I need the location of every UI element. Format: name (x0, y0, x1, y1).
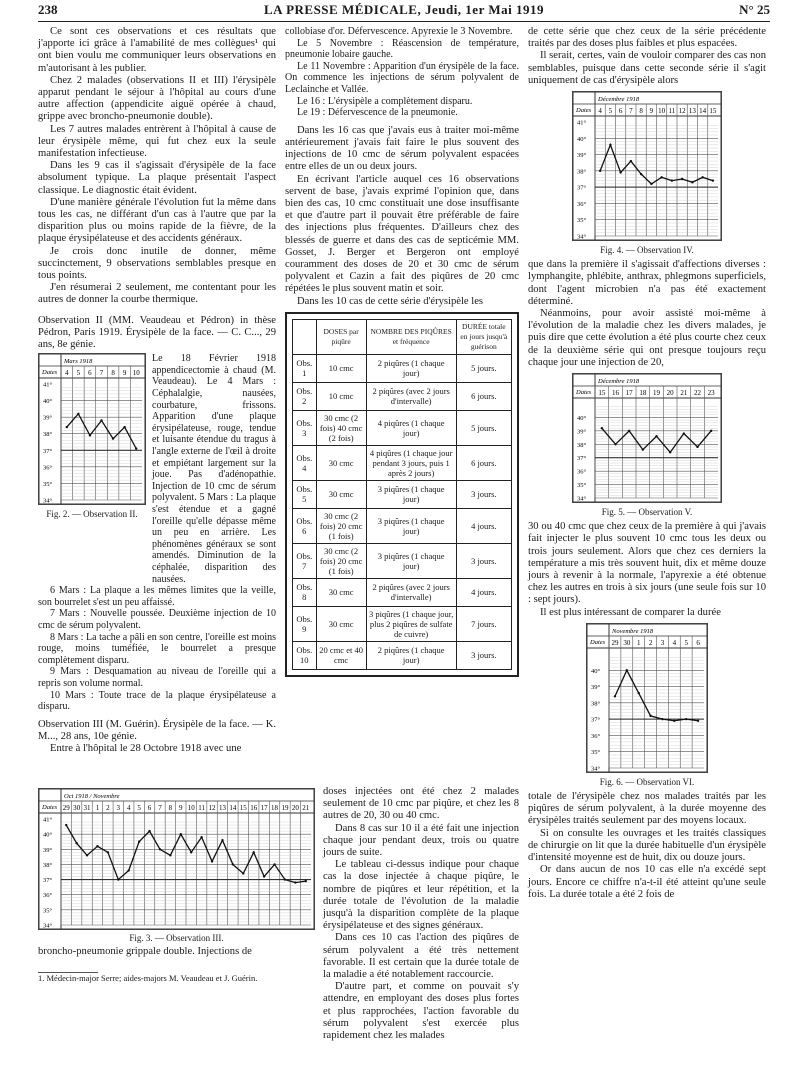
tick-label: 38° (43, 431, 53, 439)
tick-label: 35° (43, 907, 53, 915)
tick-label: 10 (658, 107, 666, 116)
data-point (294, 881, 296, 883)
treatment-table (292, 319, 512, 670)
data-point (599, 170, 601, 172)
observation-3-heading: Observation III (M. Guérin). Érysipèle de la face. — K. M..., 28 ans, 10e génie. (38, 718, 276, 742)
data-point (284, 878, 286, 880)
table-cell: 30 cmc (316, 606, 366, 641)
tick-label: 37° (591, 716, 601, 724)
table-row (293, 508, 512, 543)
table-cell: 5 jours. (456, 410, 511, 445)
paragraph: 9 Mars : Desquamation au niveau de l'oreille qui a repris son volume normal. (38, 666, 276, 689)
paragraph: Néanmoins, pour avoir assisté moi-même à l'évolution de la maladie chez les divers malades, je puis dire que cette évolution a été plus courte chez ceux de la deuxième série qui ont presque toujours reçu chaque jour une injection de 20, (528, 308, 766, 368)
data-point (232, 863, 234, 865)
data-point (159, 848, 161, 850)
month-label: Décembre 1918 (598, 96, 640, 104)
tick-label: 14 (699, 107, 707, 116)
data-point (637, 692, 639, 694)
paragraph: que dans la première il s'agissait d'affections diverses : lymphangite, phlébite, anthrax, phlegmons superficiels, dont l'agent microbien n'a pas été exactement déterminé. (528, 259, 766, 307)
paragraph: Le 5 Novembre : Réascension de température, pneumonie lobaire gauche. (285, 37, 519, 61)
paragraph: Si on consulte les ouvrages et les traités classiques de chirurgie on lit que la durée habituelle d'un érysipèle d'intensité moyenne est de huit, dix ou douze jours. (528, 827, 766, 864)
tick-label: 6 (618, 107, 623, 116)
tick-label: 4 (598, 107, 602, 116)
tick-label: 40° (577, 135, 587, 143)
data-point (190, 851, 192, 853)
data-point (661, 718, 663, 720)
data-point (86, 854, 88, 856)
tick-label: 5 (76, 369, 81, 378)
table-row (293, 382, 512, 410)
tick-label: 6 (147, 804, 152, 812)
data-point (200, 836, 202, 838)
figure-3-block (38, 788, 315, 983)
tick-label: 11 (668, 107, 676, 116)
paragraph: collobiase d'or. Défervescence. Apyrexie le 3 Novembre. (285, 26, 513, 37)
data-point (135, 448, 137, 450)
data-point (701, 176, 703, 178)
tick-label: 5 (608, 107, 613, 116)
table-cell: 3 jours. (456, 480, 511, 508)
tick-label: 1 (95, 804, 100, 812)
data-point (601, 427, 603, 429)
figure-3-caption: Fig. 3. — Observation III. (129, 933, 224, 943)
tick-label: 4 (126, 804, 131, 812)
data-point (148, 830, 150, 832)
table-cell: 30 cmc (316, 480, 366, 508)
paragraph: Dans les 10 cas de cette série d'érysipèle les (297, 295, 484, 307)
data-point (671, 179, 673, 181)
tick-label: 30 (623, 638, 631, 647)
tick-label: 12 (208, 804, 216, 812)
treatment-table-frame (285, 312, 519, 677)
data-point (614, 695, 616, 697)
data-point (681, 178, 683, 180)
data-point (75, 842, 77, 844)
tick-label: 34° (43, 922, 53, 929)
tick-label: 9 (122, 369, 127, 378)
tick-label: 21 (680, 389, 688, 398)
tick-label: 17 (625, 389, 633, 398)
data-point (710, 430, 712, 432)
tick-label: 41° (43, 816, 53, 824)
chart-frame (587, 624, 707, 772)
paragraph: Le 19 : Défervescence de la pneumonie. (297, 107, 458, 119)
tick-label: 9 (649, 107, 654, 116)
tick-label: 4 (672, 638, 677, 647)
data-point (683, 432, 685, 434)
data-point (669, 451, 671, 453)
table-cell: 3 piqûres (1 chaque jour) (366, 480, 456, 508)
tick-label: 39° (591, 683, 601, 691)
table-cell: 4 piqûres (1 chaque jour pendant 3 jours, puis 1 après 2 jours) (366, 445, 456, 480)
tick-label: 20 (291, 804, 299, 812)
tick-label: 8 (111, 369, 115, 378)
paragraph: Entre à l'hôpital le 28 Octobre 1918 avec une (50, 743, 242, 755)
tick-label: 30 (73, 804, 81, 812)
tick-label: 7 (158, 804, 162, 812)
tick-label: 12 (678, 107, 686, 116)
month-label: Oct 1918 / Novembre (64, 793, 120, 800)
tick-label: 19 (653, 389, 660, 398)
paragraph: Le 11 Novembre : Apparition d'un érysipèle de la face. On commence les injections de sérum polyvalent de Leclainche et Vallée. (285, 60, 519, 95)
issue-number: N° 25 (739, 2, 770, 17)
tick-label: 34° (43, 497, 53, 505)
paragraph: Il est plus intéressant de comparer la durée (540, 606, 721, 618)
paragraph: Chez 2 malades (observations II et III) l'érysipèle apparut pendant le séjour à l'hôpital au cours d'une autre affection (appendicite aiguë opérée à chaud, grippe avec broncho-pneumonie double). (38, 74, 276, 123)
table-cell: 6 jours. (456, 382, 511, 410)
table-cell: 4 piqûres (1 chaque jour) (366, 410, 456, 445)
observation-2-text: Le 18 Février 1918 appendicectomie à chaud (M. Veaudeau). Le 4 Mars : Céphalalgie, nausées, courbature, frissons. Apparition d'une plaque érysipélateuse, rouge, tendue et luisante étendue du tragus à l'angle externe de l'œil à droite et empiétant largement sur la joue. Pas d'adénopathie. Injection de 10 cmc de sérum polyvalent. 5 Mars : La plaque s'est étendue et a gagné l'oreille qu'elle dépasse même un peu en arrière. Les phénomènes généraux se sont amendés. Diminution de la céphalée, disparition des nausées. (152, 353, 276, 585)
data-point (96, 845, 98, 847)
table-cell: 3 piqûres (1 chaque jour) (366, 508, 456, 543)
figure-5-chart (572, 373, 722, 503)
tick-label: 10 (187, 804, 195, 812)
data-point (100, 420, 102, 422)
tick-label: 38° (577, 168, 587, 176)
journal-title: LA PRESSE MÉDICALE, Jeudi, 1er Mai 1919 (263, 2, 544, 17)
temperature-chart (573, 92, 721, 240)
tick-label: 34° (591, 765, 601, 772)
data-point (169, 854, 171, 856)
table-cell: 2 piqûres (1 chaque jour) (366, 354, 456, 382)
figure-3-chart (38, 788, 315, 930)
data-point (66, 426, 68, 428)
data-point (107, 851, 109, 853)
paragraph: D'une manière générale l'évolution fut la même dans tous les cas, ne différant d'un cas à l'autre que par la disparition plus ou moins rapide de la fièvre, de la plaque érysipélateuse et des accidents généraux. (38, 196, 276, 245)
table-cell: 4 jours. (456, 578, 511, 606)
table-row (293, 641, 512, 669)
paragraph: 7 Mars : Nouvelle poussée. Deuxième injection de 10 cmc de sérum polyvalent. (38, 608, 276, 631)
axis-label: Dates (590, 638, 606, 646)
table-header-cell: DURÉE totale en jours jusqu'à guérison (456, 319, 511, 354)
tick-label: 37° (577, 184, 587, 192)
tick-label: 39° (577, 152, 587, 160)
tick-label: 36° (577, 200, 587, 208)
tick-label: 13 (688, 107, 696, 116)
data-point (65, 824, 67, 826)
table-cell: 10 cmc (316, 382, 366, 410)
tick-label: 40° (577, 414, 587, 422)
data-point (305, 880, 307, 882)
paragraph: 10 Mars : Toute trace de la plaque érysipélateuse a disparu. (38, 689, 276, 713)
tick-label: 15 (239, 804, 247, 812)
axis-label: Dates (42, 804, 58, 811)
data-point (712, 179, 714, 181)
tick-label: 6 (696, 638, 700, 647)
tick-label: 4 (65, 369, 69, 378)
table-cell: 3 jours. (456, 641, 511, 669)
table-cell: 30 cmc (2 fois) 20 cmc (1 fois) (316, 508, 366, 543)
table-cell: 3 piqûres (1 chaque jour, plus 2 piqûres de sulfate de cuivre) (366, 606, 456, 641)
table-header-cell (293, 319, 317, 354)
table-cell: Obs. 3 (293, 410, 317, 445)
axis-label: Dates (576, 389, 592, 397)
tick-label: 36° (43, 464, 53, 472)
paragraph: doses injectées ont été chez 2 malades seulement de 10 cmc par piqûre, et chez les 8 autres de 20, 30 ou 40 cmc. (323, 786, 519, 822)
column-2-continued (323, 786, 519, 1042)
data-point (263, 875, 265, 877)
temperature-chart (587, 624, 707, 772)
tick-label: 1 (636, 638, 641, 647)
running-header (38, 2, 770, 18)
tick-label: 22 (694, 389, 701, 398)
page-number: 238 (38, 2, 58, 17)
data-point (77, 413, 79, 415)
tick-label: 3 (116, 804, 121, 812)
paragraph: 30 ou 40 cmc que chez ceux de la première à qui j'avais fait injecter le plus souvent 10 cmc tous les deux ou trois jours seulement. Alors que chez ces derniers la température a mis très souvent huit, dix et même douze jours à revenir à la normale, l'apyrexie a été obtenue chez les autres en trois à six jours (une seule fois sur 10 : sept jours). (528, 521, 766, 606)
tick-label: 37° (577, 455, 587, 463)
paragraph: totale de l'érysipèle chez nos malades traités par les piqûres de sérum polyvalent, à la durée moyenne des érysipèles traités seulement par des moyens locaux. (528, 791, 766, 827)
data-point (242, 872, 244, 874)
table-cell: 20 cmc et 40 cmc (316, 641, 366, 669)
table-cell: Obs. 2 (293, 382, 317, 410)
table-cell: 2 piqûres (1 chaque jour) (366, 641, 456, 669)
data-point (655, 435, 657, 437)
table-row (293, 354, 512, 382)
tick-label: 31 (83, 804, 91, 812)
tick-label: 8 (639, 107, 643, 116)
data-point (123, 426, 125, 428)
tick-label: 15 (598, 389, 606, 398)
data-point (89, 434, 91, 436)
paragraph: Dans les 9 cas il s'agissait d'érysipèle de la face absolument typique. La plaque présentait l'aspect classique. Le diagnostic était évident. (38, 160, 276, 196)
table-cell: Obs. 7 (293, 543, 317, 578)
data-point (211, 860, 213, 862)
tick-label: 39° (577, 428, 587, 436)
paragraph: Dans 8 cas sur 10 il a été fait une injection chaque jour pendant deux, trois ou quatre jours de suite. (323, 822, 519, 859)
data-point (614, 443, 616, 445)
tick-label: 35° (577, 482, 587, 490)
data-point (630, 160, 632, 162)
tick-label: 19 (281, 804, 289, 812)
paragraph: En écrivant l'article auquel ces 16 observations servent de base, j'avais exprimé l'opinion que, dans bien des cas, 10 cmc constituait une dose insuffisante et que d'autre part il pouvait être préférable de faire des injections plus fréquentes. D'ailleurs chez des blessés de guerre et dans des cas de septicémie MM. Gosset, J. Berger et Bergeron ont employé couramment des doses de 20 et 30 cmc de sérum polyvalent et Cazin a fait des piqûres de 20 cmc répétées le plus souvent matin et soir. (285, 173, 519, 295)
tick-label: 38° (591, 700, 601, 708)
data-point (650, 183, 652, 185)
table-cell: Obs. 1 (293, 354, 317, 382)
figure-6-caption: Fig. 6. — Observation VI. (599, 776, 695, 787)
data-point (626, 669, 628, 671)
tick-label: 14 (229, 804, 237, 812)
table-cell: 2 piqûres (avec 2 jours d'intervalle) (366, 382, 456, 410)
tick-label: 11 (198, 804, 205, 812)
table-cell: 30 cmc (316, 578, 366, 606)
paragraph: 6 Mars : La plaque a les mêmes limites que la veille, son bourrelet s'est un peu affaissé. (38, 585, 276, 608)
data-point (640, 173, 642, 175)
tick-label: 29 (62, 804, 70, 812)
paragraph: Or dans aucun de nos 10 cas elle n'a excédé sept jours. Encore ce chiffre n'a-t-il été atteint qu'une seule fois. La durée totale a été 2 fois de (528, 864, 766, 900)
table-row (293, 410, 512, 445)
table-cell: 30 cmc (316, 445, 366, 480)
tick-label: 17 (260, 804, 268, 812)
table-cell: 3 piqûres (1 chaque jour) (366, 543, 456, 578)
table-cell: 3 jours. (456, 543, 511, 578)
continuation-text: broncho-pneumonie grippale double. Injections de (38, 946, 252, 957)
data-point (253, 851, 255, 853)
tick-label: 21 (302, 804, 310, 812)
tick-label: 20 (666, 389, 674, 398)
paragraph: Il serait, certes, vain de vouloir comparer des cas non semblables, puisque dans cette seconde série il s'agit uniquement de cas d'érysipèle alors (528, 50, 766, 86)
table-cell: 30 cmc (2 fois) 40 cmc (2 fois) (316, 410, 366, 445)
tick-label: 16 (250, 804, 258, 812)
data-point (221, 839, 223, 841)
table-cell: 30 cmc (2 fois) 20 cmc (1 fois) (316, 543, 366, 578)
table-cell: Obs. 6 (293, 508, 317, 543)
temperature-chart (39, 354, 145, 504)
paragraph: de cette série que chez ceux de la série précédente traités par des doses plus faibles et plus espacées. (528, 26, 766, 50)
table-row (293, 606, 512, 641)
paragraph: Je crois donc inutile de donner, même succinctement, 9 observations semblables presque en tous points. (38, 245, 276, 282)
axis-label: Dates (42, 369, 58, 377)
data-point (138, 841, 140, 843)
tick-label: 37° (43, 877, 53, 885)
tick-label: 40° (43, 831, 53, 839)
month-label: Novembre 1918 (612, 627, 654, 635)
column-2 (285, 26, 519, 677)
table-cell: Obs. 8 (293, 578, 317, 606)
tick-label: 2 (648, 638, 653, 647)
data-point (180, 833, 182, 835)
axis-label: Dates (576, 107, 592, 115)
data-point (642, 449, 644, 451)
month-label: Décembre 1918 (598, 378, 640, 386)
tick-label: 8 (168, 804, 173, 812)
paragraph: Le tableau ci-dessus indique pour chaque cas la dose injectée à chaque piqûre, le nombre de piqûres et leur répétition, et la durée totale de l'évolution de la maladie jusqu'à la disparition complète de la plaque érysipélateuse et des signes généraux. (323, 859, 519, 932)
paragraph: Dans les 16 cas que j'avais eus à traiter moi-même antérieurement j'avais fait faire le plus souvent des injections de 10 cmc de sérum polyvalent espacées entre elles de un ou deux jours. (285, 124, 519, 173)
tick-label: 3 (660, 638, 665, 647)
table-cell: 6 jours. (456, 445, 511, 480)
table-header-cell: NOMBRE DES PIQÛRES et fréquence (366, 319, 456, 354)
table-cell: 5 jours. (456, 354, 511, 382)
tick-label: 36° (591, 732, 601, 740)
tick-label: 18 (639, 389, 647, 398)
data-point (673, 719, 675, 721)
paragraph: 8 Mars : La tache a pâli en son centre, l'oreille est moins rouge, moins tuméfiée, le bourrelet a presque complètement disparu. (38, 631, 276, 666)
tick-label: 34° (577, 233, 587, 241)
tick-label: 7 (99, 369, 104, 378)
table-row (293, 445, 512, 480)
table-cell: Obs. 4 (293, 445, 317, 480)
table-header-cell: DOSES par piqûre (316, 319, 366, 354)
table-cell: 4 jours. (456, 508, 511, 543)
tick-label: 35° (577, 217, 587, 225)
tick-label: 36° (43, 892, 53, 900)
data-point (273, 863, 275, 865)
tick-label: 16 (612, 389, 619, 398)
figure-4-chart (572, 91, 722, 241)
table-row (293, 578, 512, 606)
data-point (685, 718, 687, 720)
tick-label: 34° (577, 495, 587, 503)
figure-4-caption: Fig. 4. — Observation IV. (600, 245, 694, 256)
month-label: Mars 1918 (64, 358, 93, 366)
data-point (649, 715, 651, 717)
paragraph: Ce sont ces observations et ces résultats que j'apporte ici grâce à l'amabilité de mes collègues¹ qui ont bien voulu me communiquer leurs observations en m'autorisant à les publier. (38, 26, 276, 74)
tick-label: 2 (106, 804, 110, 812)
tick-label: 15 (709, 107, 717, 116)
data-point (117, 878, 119, 880)
header-rule (38, 21, 770, 22)
tick-label: 5 (137, 804, 141, 812)
tick-label: 38° (577, 441, 587, 449)
figure-2-chart (38, 353, 146, 505)
paragraph: J'en résumerai 2 seulement, me contentant pour les autres de donner la courbe thermique. (38, 282, 276, 306)
data-point (128, 869, 130, 871)
tick-label: 40° (43, 398, 53, 406)
tick-label: 36° (577, 468, 587, 476)
tick-label: 23 (707, 389, 715, 398)
tick-label: 37° (43, 448, 53, 456)
table-header-row (293, 319, 512, 354)
tick-label: 5 (684, 638, 688, 647)
tick-label: 18 (271, 804, 279, 812)
column-3 (528, 26, 766, 901)
temperature-chart (39, 789, 314, 929)
data-point (628, 430, 630, 432)
data-point (691, 181, 693, 183)
table-cell: 7 jours. (456, 606, 511, 641)
table-cell: Obs. 10 (293, 641, 317, 669)
tick-label: 6 (88, 369, 92, 378)
data-point (112, 438, 114, 440)
paragraph: Le 16 : L'érysipèle a complètement disparu. (297, 95, 473, 107)
figure-6-chart (586, 623, 708, 773)
tick-label: 38° (43, 861, 53, 869)
tick-label: 35° (591, 749, 601, 757)
footnote: 1. Médecin-major Serre; aides-majors M. Veaudeau et J. Guérin. (38, 973, 258, 984)
tick-label: 39° (43, 414, 53, 422)
paragraph: D'autre part, et comme on pouvait s'y attendre, en employant des doses plus fortes et plus rapprochées, l'action favorable du sérum polyvalent s'est exercée plus rapidement chez les malades (323, 981, 519, 1042)
table-cell: 10 cmc (316, 354, 366, 382)
table-row (293, 480, 512, 508)
tick-label: 10 (132, 369, 140, 378)
tick-label: 41° (577, 119, 587, 127)
data-point (696, 446, 698, 448)
table-row (293, 543, 512, 578)
chart-frame (39, 354, 145, 504)
data-point (660, 176, 662, 178)
tick-label: 9 (179, 804, 183, 812)
table-cell: Obs. 5 (293, 480, 317, 508)
table-cell: 2 piqûres (avec 2 jours d'intervalle) (366, 578, 456, 606)
tick-label: 40° (591, 667, 601, 675)
data-point (697, 719, 699, 721)
table-body (293, 354, 512, 669)
observation-2-heading: Observation II (MM. Veaudeau et Pédron) in thèse Pédron, Paris 1919. Érysipèle de la face. — C. C..., 29 ans, 8e génie. (38, 314, 276, 351)
data-point (619, 171, 621, 173)
figure-2-caption: Fig. 2. — Observation II. (46, 509, 138, 520)
paragraph: Dans ces 10 cas l'action des piqûres de sérum polyvalent a été très nettement favorable. Il est certain que la durée totale de la maladie a été notablement raccourcie. (323, 932, 519, 981)
tick-label: 41° (43, 381, 53, 389)
tick-label: 7 (629, 107, 633, 116)
tick-label: 29 (611, 638, 619, 647)
figure-5-caption: Fig. 5. — Observation V. (601, 507, 693, 518)
temperature-chart (573, 374, 721, 502)
column-1 (38, 26, 276, 755)
paragraph: Les 7 autres malades entrèrent à l'hôpital à cause de leur érysipèle même, qui fut chez eux la seule manifestation infectieuse. (38, 123, 276, 160)
table-cell: Obs. 9 (293, 606, 317, 641)
tick-label: 13 (218, 804, 226, 812)
tick-label: 35° (43, 481, 53, 489)
tick-label: 39° (43, 846, 53, 854)
data-point (609, 144, 611, 146)
